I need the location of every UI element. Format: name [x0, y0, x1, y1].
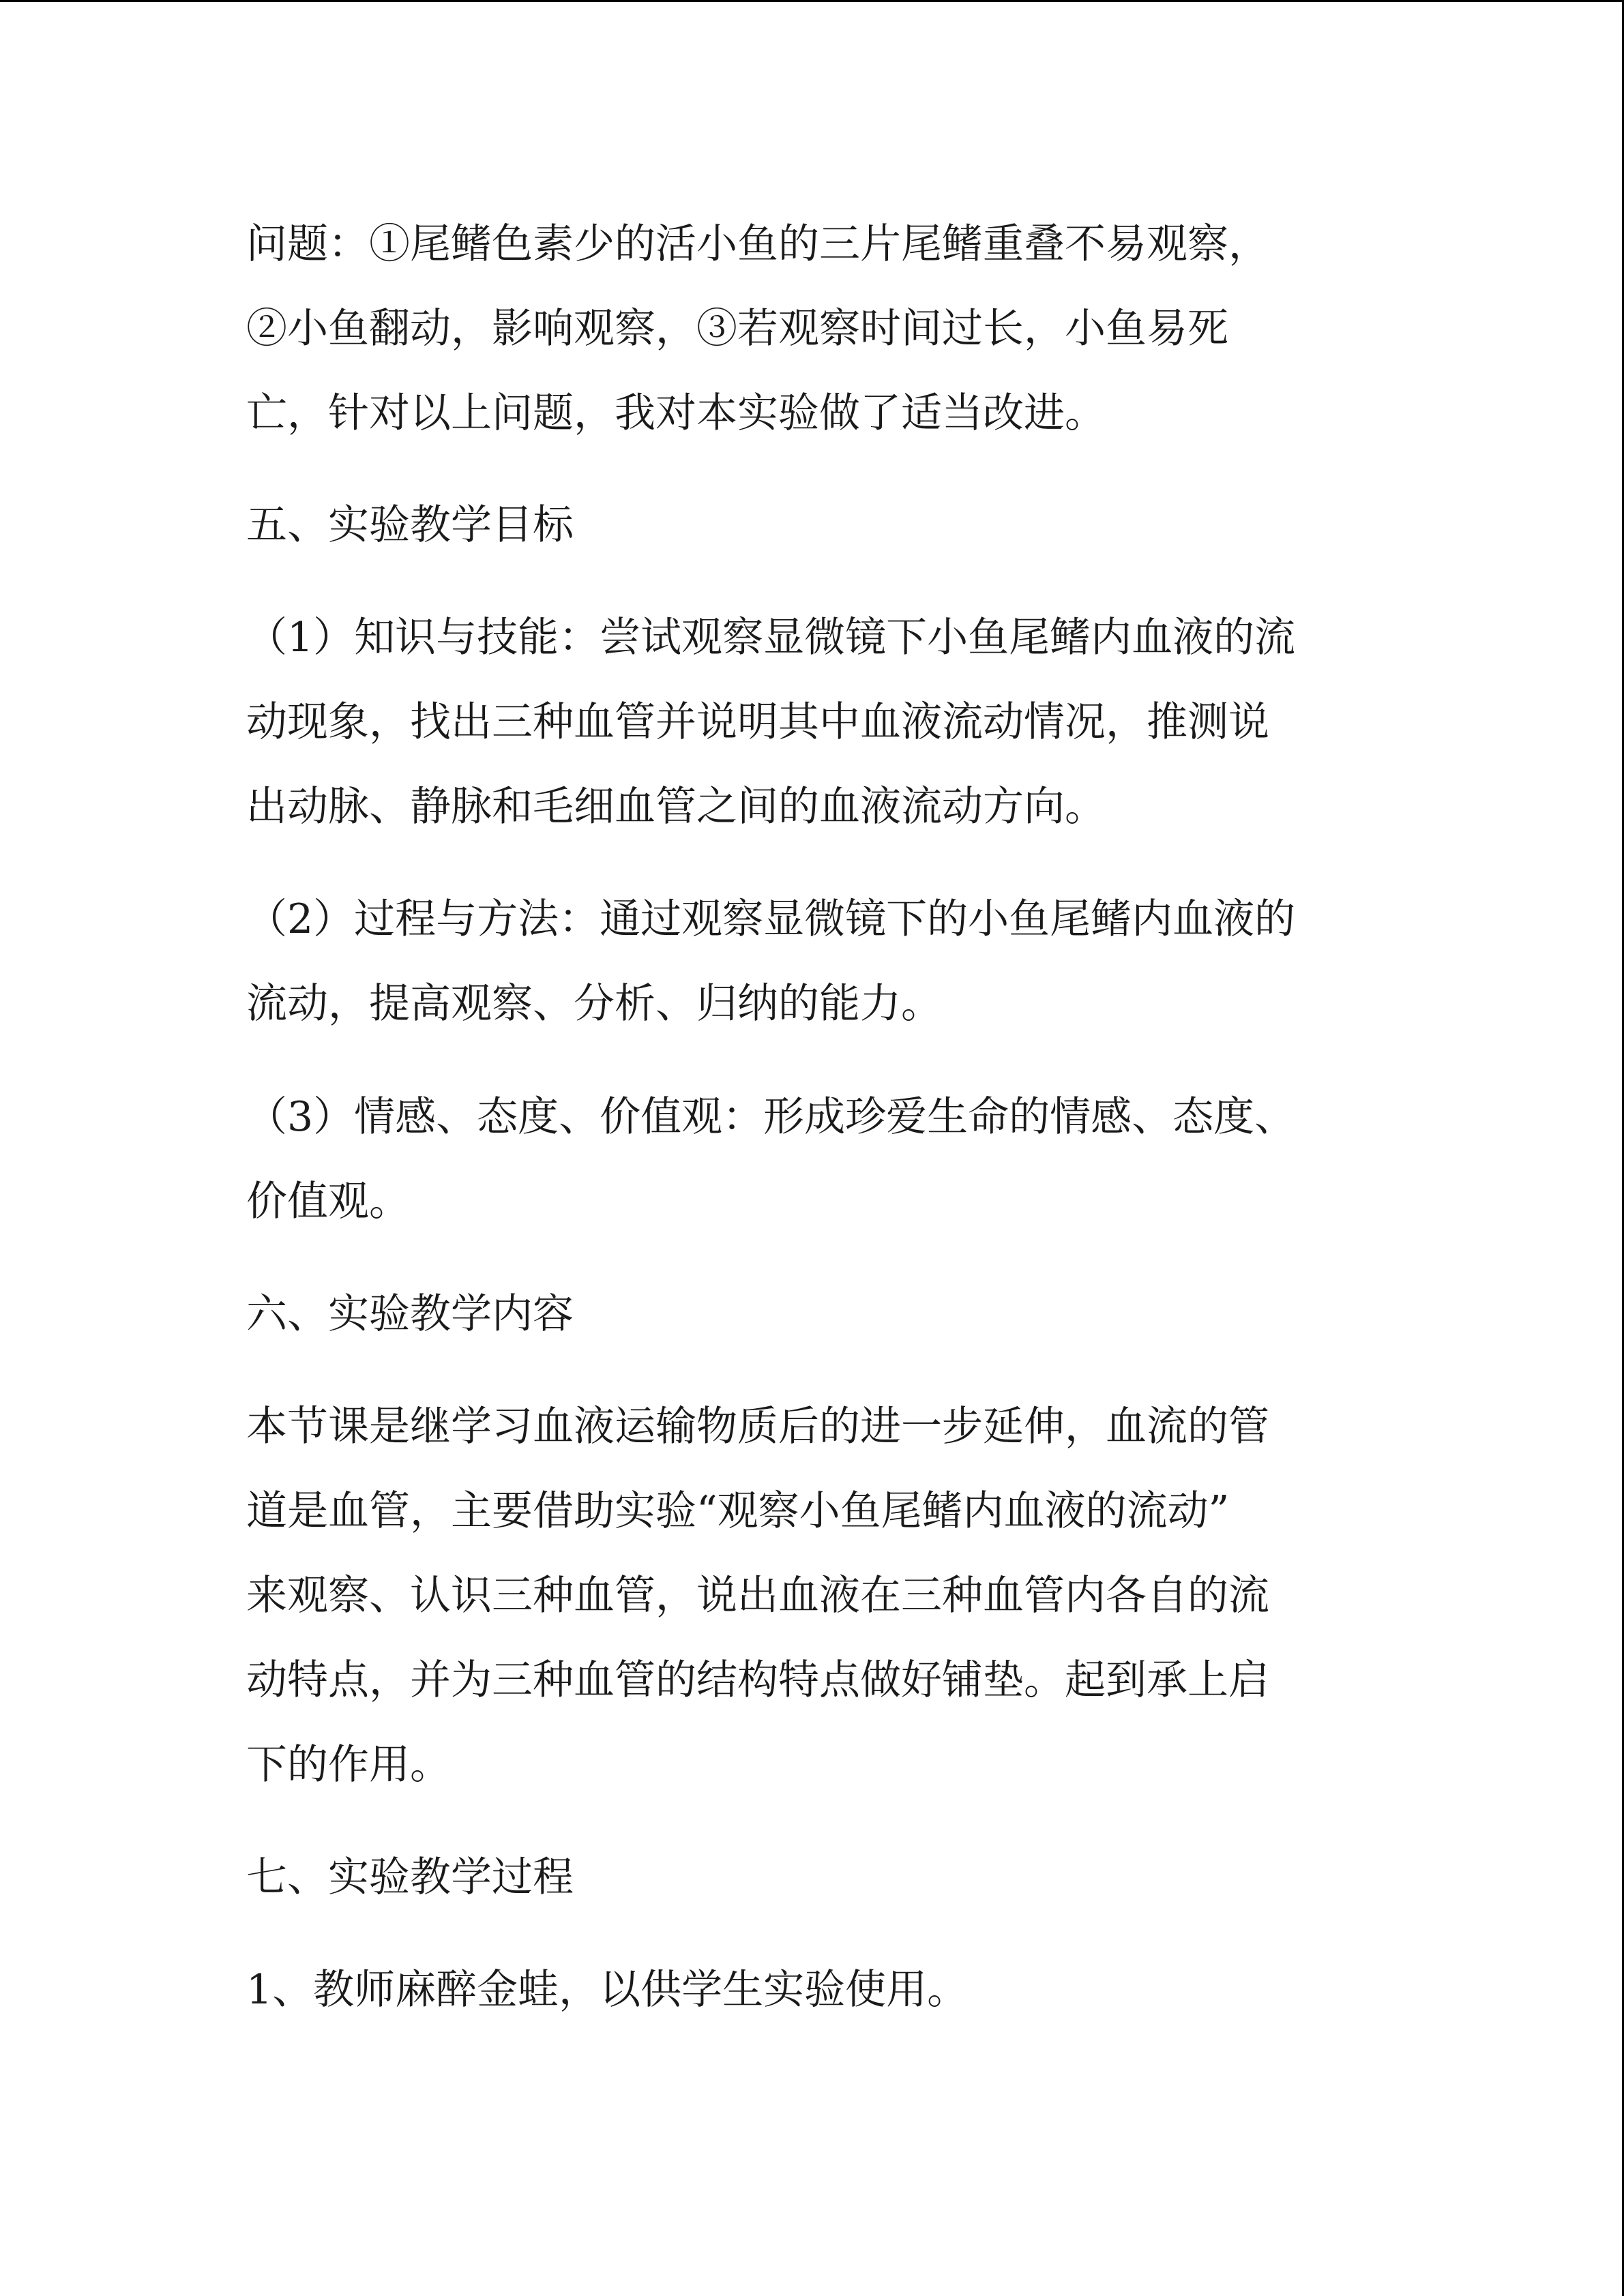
text-line: 价值观。	[246, 1178, 410, 1225]
section-heading	[246, 483, 1378, 567]
heading-text: 七、实验教学过程	[246, 1853, 574, 1901]
section-heading	[246, 1835, 1378, 1920]
content-paragraph	[246, 1384, 1378, 1807]
process-step	[246, 1948, 1378, 2032]
problems-paragraph	[246, 202, 1378, 456]
text-line: ②小鱼翻动，影响观察，③若观察时间过长，小鱼易死	[246, 305, 1228, 353]
text-line: 动特点，并为三种血管的结构特点做好铺垫。起到承上启	[246, 1656, 1269, 1704]
text-line: 1、教师麻醉金蛙，以供学生实验使用。	[246, 1966, 969, 2014]
heading-text: 六、实验教学内容	[246, 1290, 574, 1338]
text-line: 本节课是继学习血液运输物质后的进一步延伸，血流的管	[246, 1403, 1269, 1450]
text-line: （1）知识与技能：尝试观察显微镜下小鱼尾鳍内血液的流	[246, 614, 1296, 661]
objective-emotion-attitude	[246, 1075, 1378, 1244]
objective-process-method	[246, 877, 1378, 1046]
text-line: 下的作用。	[246, 1741, 451, 1789]
text-line: 出动脉、静脉和毛细血管之间的血液流动方向。	[246, 783, 1106, 831]
text-line: （3）情感、态度、价值观：形成珍爱生命的情感、态度、	[246, 1093, 1296, 1141]
text-line: （2）过程与方法：通过观察显微镜下的小鱼尾鳍内血液的	[246, 895, 1296, 943]
text-line: 动现象，找出三种血管并说明其中血液流动情况，推测说	[246, 698, 1269, 746]
text-line: 问题：①尾鳍色素少的活小鱼的三片尾鳍重叠不易观察，	[246, 220, 1269, 268]
heading-text: 五、实验教学目标	[246, 501, 574, 549]
text-line: 亡，针对以上问题，我对本实验做了适当改进。	[246, 389, 1106, 437]
text-line: 道是血管，主要借助实验“观察小鱼尾鳍内血液的流动”	[246, 1487, 1230, 1535]
objective-knowledge-skills	[246, 595, 1378, 849]
text-line: 来观察、认识三种血管，说出血液在三种血管内各自的流	[246, 1572, 1269, 1620]
section-heading	[246, 1272, 1378, 1356]
text-line: 流动，提高观察、分析、归纳的能力。	[246, 980, 942, 1028]
